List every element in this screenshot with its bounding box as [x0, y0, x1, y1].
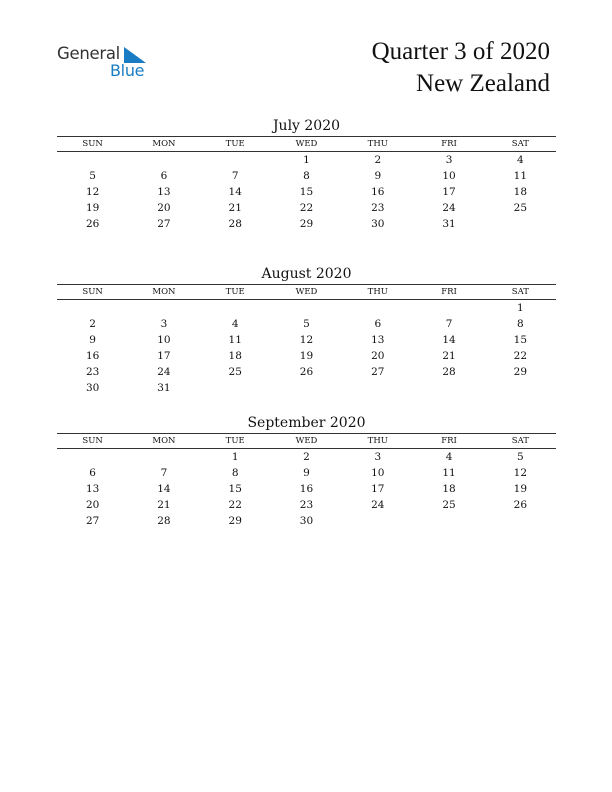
weekday-label: WED [295, 139, 318, 149]
day-cell: 1 [303, 154, 310, 166]
day-cell [271, 300, 342, 316]
weekday-label: MON [152, 139, 176, 149]
day-cell: 28 [442, 366, 456, 378]
day-cell [57, 449, 128, 465]
day-cell: 27 [85, 515, 100, 527]
day-cell: 21 [442, 350, 456, 362]
day-cell: 29 [299, 218, 314, 230]
day-cell: 28 [157, 515, 171, 527]
day-cell: 18 [513, 186, 528, 198]
week-row [57, 216, 556, 232]
day-cell: 6 [160, 170, 168, 182]
weekday-label: FRI [441, 287, 457, 297]
day-cell: 25 [513, 202, 528, 214]
day-cell: 31 [157, 382, 171, 394]
day-cell: 10 [157, 334, 171, 346]
day-cell: 13 [85, 483, 100, 495]
page-title-block [372, 36, 550, 100]
day-cell [342, 513, 413, 529]
day-cell [413, 300, 484, 316]
day-cell [200, 380, 271, 396]
day-cell: 2 [89, 318, 96, 330]
day-cell: 31 [442, 218, 456, 230]
week-row [57, 168, 556, 184]
day-cell: 14 [228, 186, 242, 198]
month-title: August 2020 [261, 266, 352, 282]
day-cell: 19 [85, 202, 100, 214]
week-row [57, 513, 556, 529]
day-cell: 24 [442, 202, 456, 214]
day-cell: 12 [299, 334, 314, 346]
weekday-label: FRI [441, 436, 457, 446]
day-cell: 25 [228, 366, 242, 378]
month-title: September 2020 [247, 415, 366, 431]
week-row [57, 152, 556, 168]
day-cell: 27 [157, 218, 171, 230]
day-cell: 11 [513, 170, 528, 182]
day-cell [413, 380, 484, 396]
day-cell: 17 [157, 350, 171, 362]
day-cell: 15 [299, 186, 314, 198]
day-cell [413, 513, 484, 529]
general-blue-logo [57, 44, 157, 84]
day-cell [485, 216, 556, 232]
weekday-label: SAT [511, 436, 529, 446]
day-cell: 29 [513, 366, 528, 378]
weekday-label: THU [367, 436, 388, 446]
day-cell: 5 [303, 318, 310, 330]
day-cell: 22 [228, 499, 242, 511]
day-cell: 4 [231, 318, 239, 330]
day-cell: 2 [374, 154, 382, 166]
day-cell: 23 [85, 366, 100, 378]
day-cell: 12 [85, 186, 100, 198]
month-july [57, 116, 556, 232]
day-cell [128, 449, 199, 465]
logo-blue-text: Blue [110, 61, 145, 80]
day-cell: 1 [231, 451, 239, 463]
day-cell: 8 [303, 170, 310, 182]
day-cell: 10 [442, 170, 456, 182]
weekday-label: SUN [82, 436, 103, 446]
day-cell: 26 [513, 499, 528, 511]
day-cell: 3 [445, 154, 453, 166]
day-cell: 5 [517, 451, 524, 463]
day-cell: 8 [517, 318, 524, 330]
day-cell: 9 [374, 170, 382, 182]
day-cell: 7 [445, 318, 453, 330]
week-row [57, 449, 556, 465]
day-cell: 1 [517, 302, 524, 314]
day-cell: 20 [371, 350, 385, 362]
day-cell: 15 [513, 334, 528, 346]
day-cell: 11 [442, 467, 456, 479]
day-cell: 18 [442, 483, 456, 495]
day-cell [271, 380, 342, 396]
day-cell: 5 [89, 170, 96, 182]
day-cell: 11 [228, 334, 242, 346]
day-cell [200, 152, 271, 168]
day-cell [57, 152, 128, 168]
week-row [57, 300, 556, 316]
day-cell: 29 [228, 515, 242, 527]
day-cell: 22 [299, 202, 314, 214]
day-cell: 26 [299, 366, 314, 378]
day-cell [342, 380, 413, 396]
day-cell: 4 [517, 154, 524, 166]
day-cell: 21 [157, 499, 171, 511]
day-cell: 12 [513, 467, 528, 479]
day-cell: 20 [85, 499, 100, 511]
day-cell: 19 [299, 350, 314, 362]
day-cell: 7 [160, 467, 168, 479]
day-cell: 20 [157, 202, 171, 214]
day-cell: 15 [228, 483, 242, 495]
day-cell: 3 [374, 451, 382, 463]
day-cell [128, 300, 199, 316]
day-cell: 17 [371, 483, 385, 495]
day-cell: 2 [303, 451, 310, 463]
weekday-label: SUN [82, 139, 103, 149]
weekday-label: MON [152, 287, 176, 297]
month-september [57, 413, 556, 529]
day-cell [200, 300, 271, 316]
day-cell: 26 [85, 218, 100, 230]
weekday-label: THU [367, 287, 388, 297]
day-cell [128, 152, 199, 168]
day-cell: 28 [228, 218, 242, 230]
month-august [57, 264, 556, 396]
day-cell: 25 [442, 499, 456, 511]
weekday-label: THU [367, 139, 388, 149]
day-cell [485, 513, 556, 529]
day-cell: 6 [374, 318, 382, 330]
week-row [57, 380, 556, 396]
day-cell: 23 [299, 499, 314, 511]
day-cell: 13 [157, 186, 171, 198]
weekday-header [57, 284, 556, 300]
week-row [57, 316, 556, 332]
country-title: New Zealand [416, 70, 550, 97]
day-cell: 30 [85, 382, 100, 394]
day-cell: 16 [85, 350, 100, 362]
week-row [57, 364, 556, 380]
logo-general-text: General [57, 44, 120, 63]
month-title: July 2020 [272, 118, 341, 134]
week-row [57, 332, 556, 348]
week-row [57, 481, 556, 497]
day-cell: 17 [442, 186, 456, 198]
weekday-header [57, 136, 556, 152]
day-cell: 10 [371, 467, 385, 479]
day-cell: 9 [89, 334, 96, 346]
week-row [57, 184, 556, 200]
day-cell: 3 [160, 318, 168, 330]
week-row [57, 348, 556, 364]
weekday-label: SAT [511, 139, 529, 149]
weekday-label: WED [295, 287, 318, 297]
day-cell: 27 [371, 366, 385, 378]
day-cell: 30 [371, 218, 385, 230]
day-cell: 23 [371, 202, 385, 214]
weekday-label: WED [295, 436, 318, 446]
day-cell: 16 [371, 186, 385, 198]
day-cell [485, 380, 556, 396]
day-cell: 19 [513, 483, 528, 495]
quarter-title: Quarter 3 of 2020 [371, 38, 550, 65]
day-cell: 6 [89, 467, 96, 479]
week-row [57, 497, 556, 513]
week-row [57, 465, 556, 481]
day-cell: 4 [445, 451, 453, 463]
day-cell: 24 [157, 366, 171, 378]
weekday-label: SUN [82, 287, 103, 297]
weekday-label: SAT [511, 287, 529, 297]
day-cell: 18 [228, 350, 242, 362]
day-cell: 9 [303, 467, 310, 479]
day-cell: 16 [299, 483, 314, 495]
weekday-label: FRI [441, 139, 457, 149]
day-cell: 14 [157, 483, 171, 495]
weekday-header [57, 433, 556, 449]
weekday-label: TUE [225, 139, 245, 149]
day-cell: 7 [231, 170, 239, 182]
day-cell: 30 [299, 515, 314, 527]
day-cell [342, 300, 413, 316]
day-cell: 13 [371, 334, 385, 346]
day-cell: 21 [228, 202, 242, 214]
day-cell: 8 [231, 467, 239, 479]
weekday-label: MON [152, 436, 176, 446]
week-row [57, 200, 556, 216]
day-cell [57, 300, 128, 316]
weekday-label: TUE [225, 436, 245, 446]
day-cell: 22 [513, 350, 528, 362]
day-cell: 14 [442, 334, 456, 346]
day-cell: 24 [371, 499, 385, 511]
weekday-label: TUE [225, 287, 245, 297]
